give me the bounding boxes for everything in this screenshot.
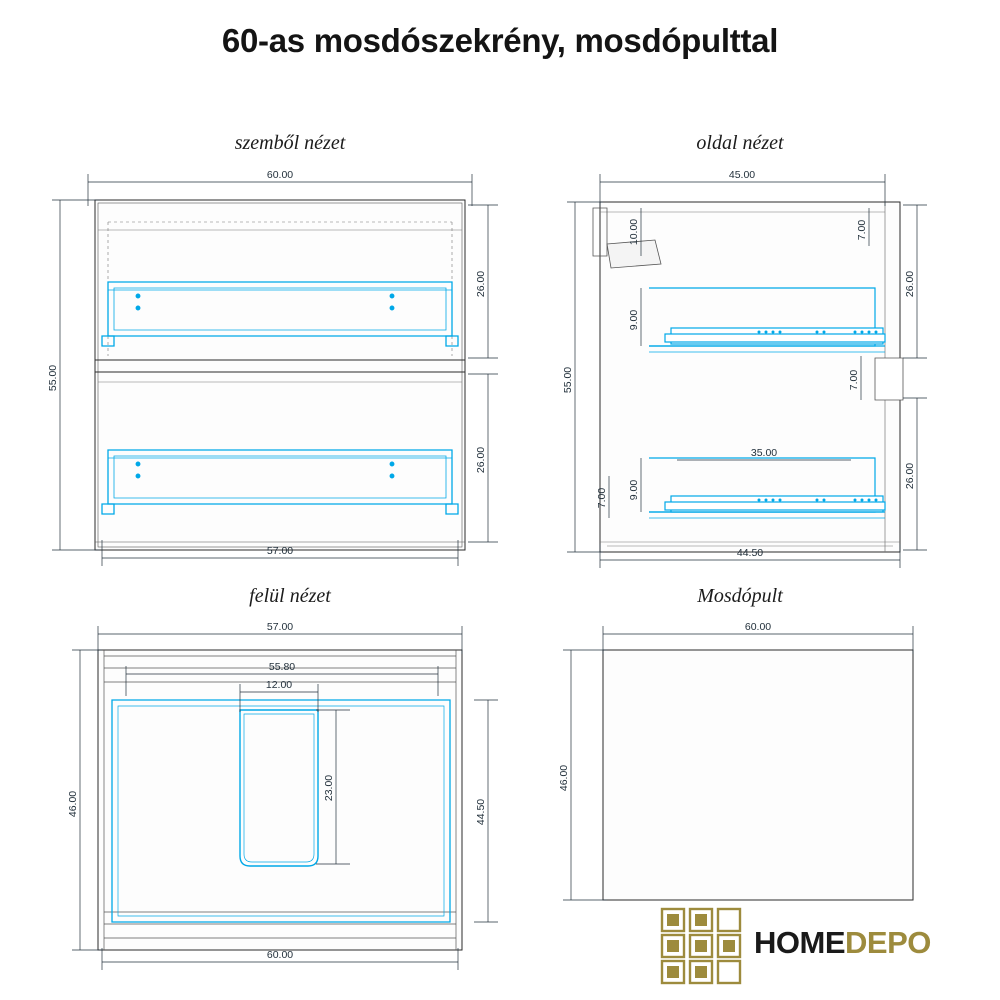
dim-top-width-bottom: 60.00 xyxy=(266,949,294,961)
dim-front-height: 55.00 xyxy=(47,364,59,392)
counter-view-drawing xyxy=(545,612,965,942)
logo-text-depo: DEPO xyxy=(845,925,931,960)
dim-side-top-right-offset: 7.00 xyxy=(856,219,868,241)
dim-side-rail-gap-mid: 7.00 xyxy=(848,369,860,391)
dim-side-lower-box: 26.00 xyxy=(904,462,916,490)
dim-side-runner-length: 35.00 xyxy=(750,447,778,459)
dim-side-rail-gap-lower: 7.00 xyxy=(596,487,608,509)
side-view-drawing xyxy=(545,160,965,580)
dim-front-width-top: 60.00 xyxy=(266,169,294,181)
top-view-drawing xyxy=(40,612,510,992)
logo-text-home: HOME xyxy=(754,925,845,960)
dim-side-upper-box: 26.00 xyxy=(904,270,916,298)
logo-grid-icon xyxy=(660,907,744,985)
dim-top-depth-left: 46.00 xyxy=(67,790,79,818)
dim-front-drawer-lower: 26.00 xyxy=(475,446,487,474)
view-label-side: oldal nézet xyxy=(696,132,784,154)
dim-side-depth-top: 45.00 xyxy=(728,169,756,181)
view-label-counter: Mosdópult xyxy=(697,585,783,607)
dim-top-cutout-width: 12.00 xyxy=(265,679,293,691)
dim-counter-depth: 46.00 xyxy=(558,764,570,792)
front-view-drawing xyxy=(40,160,510,580)
dim-front-drawer-upper: 26.00 xyxy=(475,270,487,298)
logo-wordmark xyxy=(754,925,931,961)
dim-side-runner-lower: 9.00 xyxy=(628,479,640,501)
dim-counter-width: 60.00 xyxy=(744,621,772,633)
dim-side-depth-bottom: 44.50 xyxy=(736,547,764,559)
dim-top-width-top: 57.00 xyxy=(266,621,294,633)
dim-top-inner-width: 55.80 xyxy=(268,661,296,673)
dim-top-depth-right: 44.50 xyxy=(475,798,487,826)
dim-top-cutout-height: 23.00 xyxy=(323,774,335,802)
brand-logo xyxy=(660,905,990,990)
view-label-front: szemből nézet xyxy=(234,132,346,154)
dim-side-height: 55.00 xyxy=(562,366,574,394)
dim-front-width-bottom: 57.00 xyxy=(266,545,294,557)
view-label-top: felül nézet xyxy=(249,585,331,607)
dim-side-top-left-offset: 10.00 xyxy=(628,218,640,246)
page-title: 60-as mosdószekrény, mosdópulttal xyxy=(221,22,779,59)
dim-side-runner-upper: 9.00 xyxy=(628,309,640,331)
